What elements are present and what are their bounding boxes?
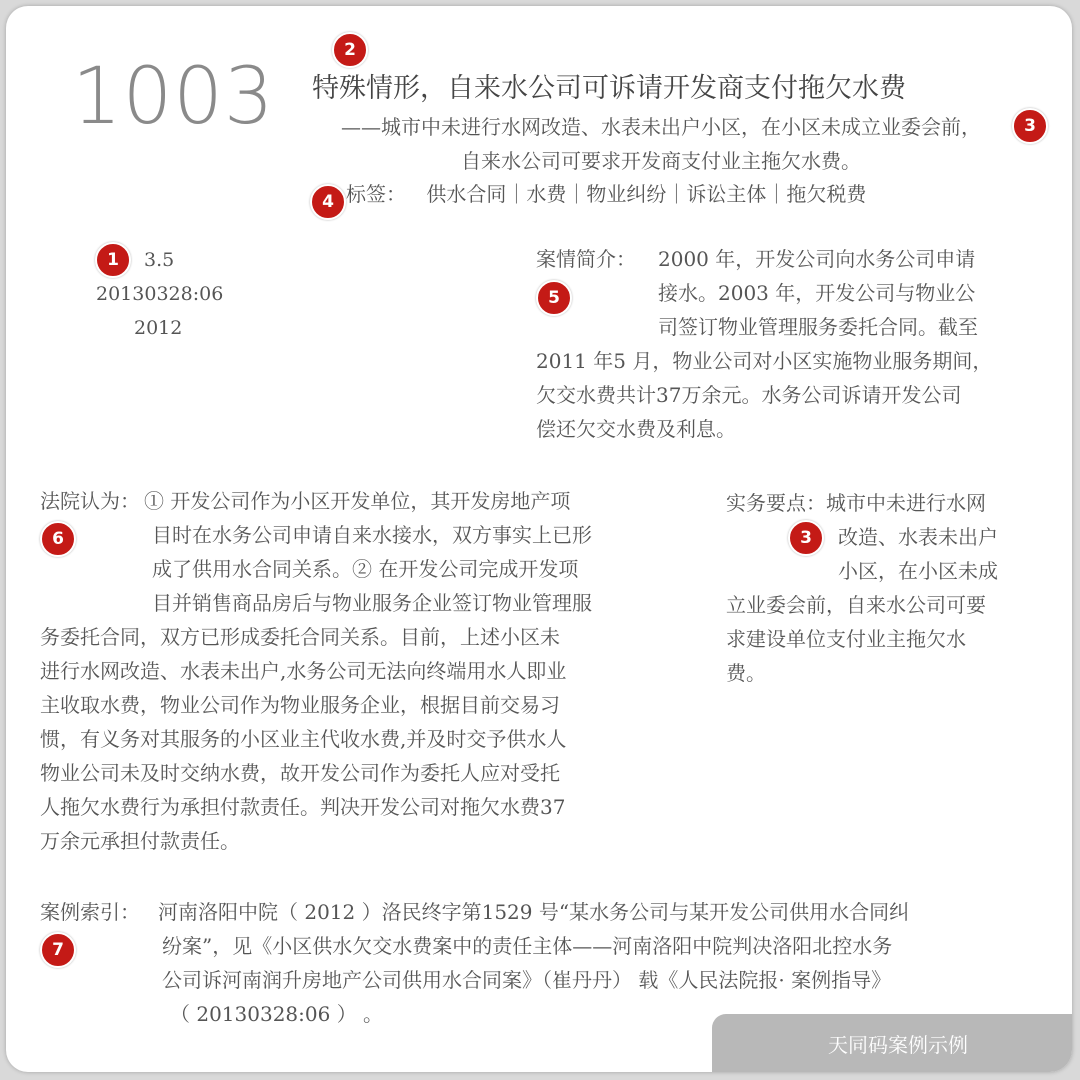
case-index-line: 河南洛阳中院（ 2012 ）洛民终字第1529 号“某水务公司与某开发公司供用水合同纠 <box>158 900 910 924</box>
practice-points-line: 城市中未进行水网 <box>826 491 986 515</box>
annotation-badge-4: 4 <box>310 184 346 220</box>
court-opinion-line: 进行水网改造、水表未出户,水务公司无法向终端用水人即业 <box>40 659 567 683</box>
case-title: 特殊情形，自来水公司可诉请开发商支付拖欠水费 <box>312 73 906 104</box>
annotation-badge-3: 3 <box>1012 108 1048 144</box>
subtitle-line-2: 自来水公司可要求开发商支付业主拖欠水费。 <box>461 149 861 173</box>
case-index <box>40 895 1050 1031</box>
case-index-line: 纷案”，见《小区供水欠交水费案中的责任主体——河南洛阳中院判决洛阳北控水务 <box>162 934 893 958</box>
annotation-badge-3b: 3 <box>788 520 824 556</box>
annotation-badge-5: 5 <box>536 280 572 316</box>
court-opinion-line: 目时在水务公司申请自来水接水，双方事实上已形 <box>152 523 592 547</box>
practice-points-line: 费。 <box>726 661 766 685</box>
rating-value: 3.5 <box>144 249 175 271</box>
annotation-badge-7: 7 <box>40 932 76 968</box>
practice-points-label: 实务要点： <box>726 491 826 515</box>
case-intro-line: 2011 年5 月，物业公司对小区实施物业服务期间， <box>536 349 993 373</box>
case-subtitle <box>266 110 1056 178</box>
court-opinion-line: 惯，有义务对其服务的小区业主代收水费,并及时交予供水人 <box>40 727 567 751</box>
tags-row <box>346 178 866 207</box>
court-opinion-line: 务委托合同，双方已形成委托合同关系。目前，上述小区未 <box>40 625 560 649</box>
case-date: 20130328:06 <box>96 283 224 305</box>
court-opinion-line: 万余元承担付款责任。 <box>40 829 240 853</box>
case-intro-line: 接水。2003 年，开发公司与物业公 <box>658 281 976 305</box>
practice-points-line: 求建设单位支付业主拖欠水 <box>726 627 966 651</box>
practice-points-line: 立业委会前，自来水公司可要 <box>726 593 986 617</box>
court-opinion-line: ① 开发公司作为小区开发单位，其开发房地产项 <box>144 489 571 513</box>
court-opinion-line: 人拖欠水费行为承担付款责任。判决开发公司对拖欠水费37 <box>40 795 566 819</box>
court-opinion-line: 主收取水费，物业公司作为物业服务企业，根据目前交易习 <box>40 693 560 717</box>
court-opinion-line: 目并销售商品房后与物业服务企业签订物业管理服 <box>152 591 592 615</box>
annotation-badge-1: 1 <box>95 242 131 278</box>
case-number: 1003 <box>72 52 275 142</box>
court-opinion-line: 成了供用水合同关系。② 在开发公司完成开发项 <box>152 557 579 581</box>
court-opinion-label: 法院认为： <box>40 489 140 513</box>
case-index-label: 案例索引： <box>40 900 140 924</box>
case-index-line: （ 20130328:06 ） 。 <box>170 1002 384 1026</box>
case-intro <box>536 242 1046 446</box>
tags-label: 标签： <box>346 182 406 206</box>
case-intro-line: 偿还欠交水费及利息。 <box>536 417 736 441</box>
court-opinion-line: 物业公司未及时交纳水费，故开发公司作为委托人应对受托 <box>40 761 560 785</box>
case-intro-line: 欠交水费共计37万余元。水务公司诉请开发公司 <box>536 383 962 407</box>
case-intro-label: 案情简介： <box>536 247 636 271</box>
case-intro-line: 司签订物业管理服务委托合同。截至 <box>658 315 978 339</box>
practice-points <box>726 486 1046 690</box>
annotation-badge-6: 6 <box>40 521 76 557</box>
case-year: 2012 <box>134 317 183 339</box>
subtitle-line-1: ——城市中未进行水网改造、水表未出户小区，在小区未成立业委会前， <box>341 115 981 139</box>
tags-list: 供水合同｜水费｜物业纠纷｜诉讼主体｜拖欠税费 <box>426 182 867 206</box>
footer-label: 天同码案例示例 <box>828 1033 968 1057</box>
annotation-badge-2: 2 <box>332 32 368 68</box>
practice-points-line: 小区，在小区未成 <box>838 559 998 583</box>
court-opinion <box>40 484 680 858</box>
case-card <box>6 6 1072 1072</box>
case-index-line: 公司诉河南润升房地产公司供用水合同案》（崔丹丹） 载《人民法院报· 案例指导》 <box>162 968 892 992</box>
case-intro-line: 2000 年，开发公司向水务公司申请 <box>658 247 976 271</box>
practice-points-line: 改造、水表未出户 <box>838 525 998 549</box>
